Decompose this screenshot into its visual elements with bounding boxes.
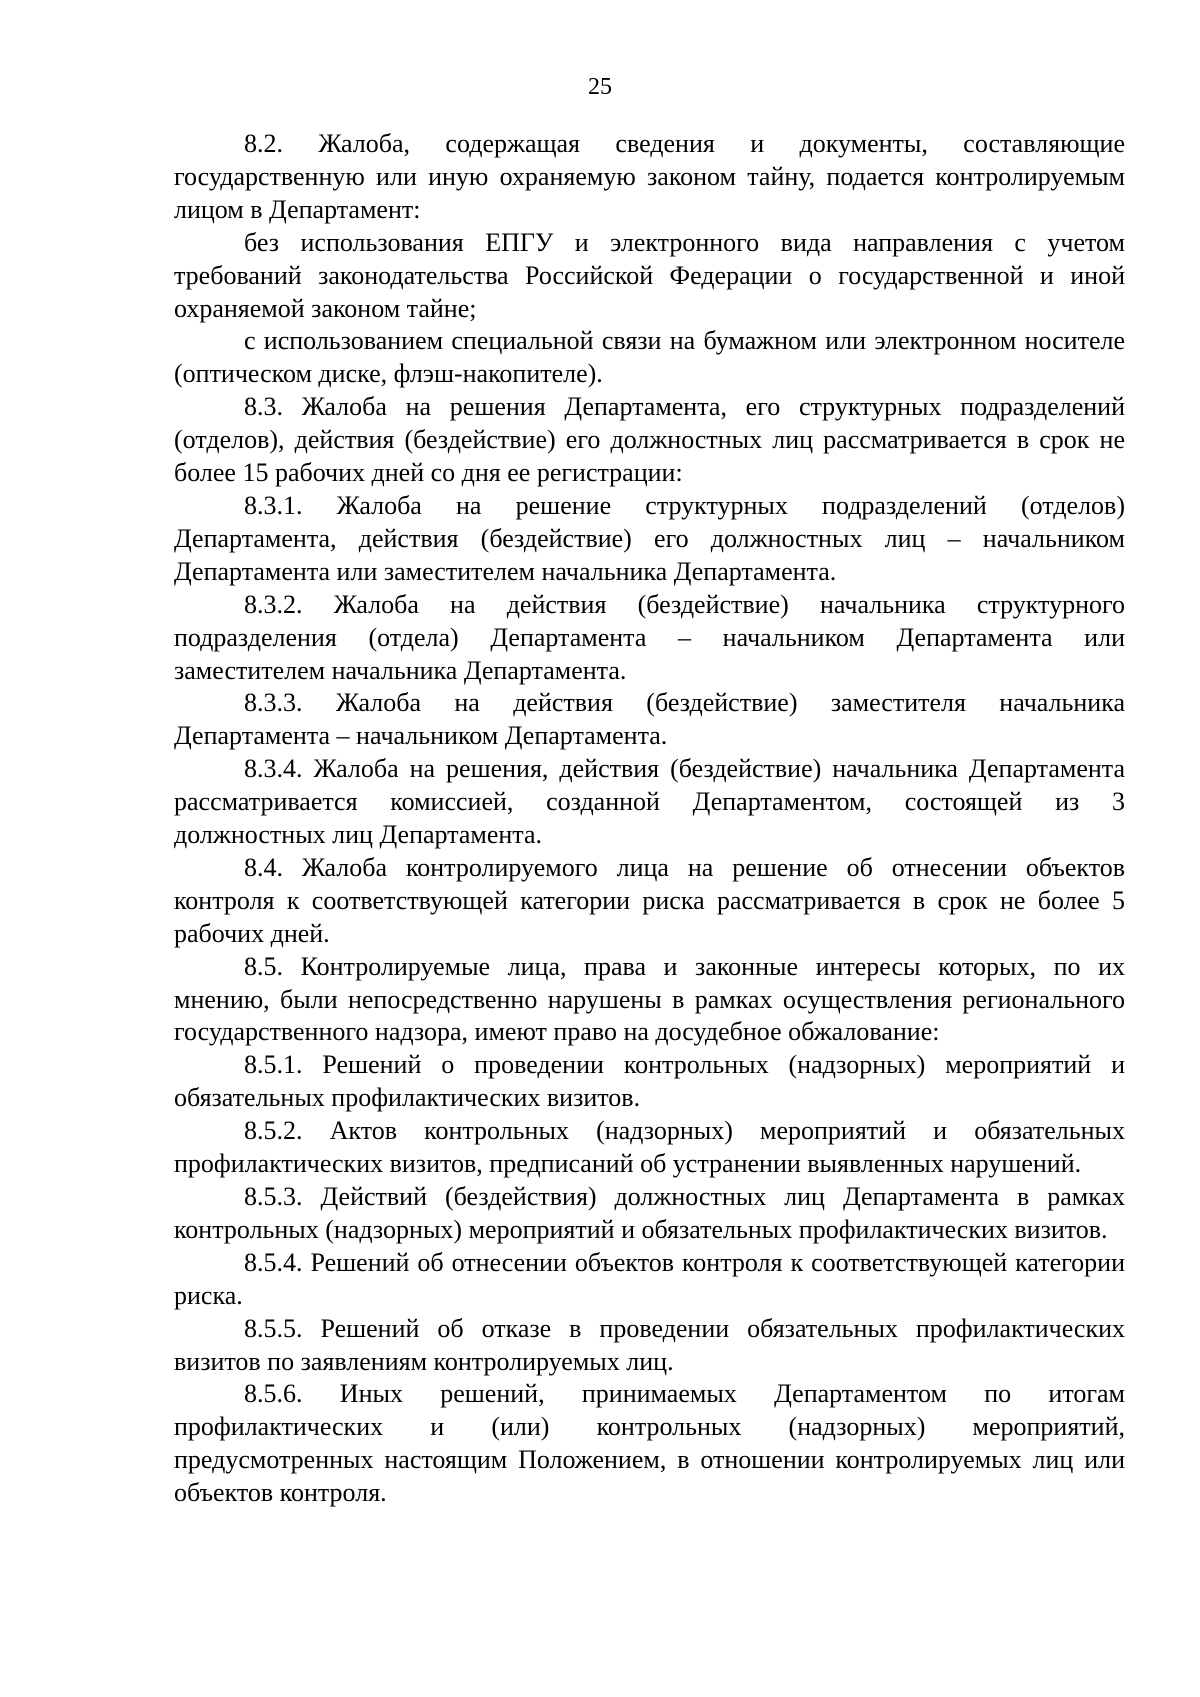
paragraph-8-5-5: 8.5.5. Решений об отказе в проведении обязательных профилактических визитов по заявлениям контролируемых лиц. (174, 1313, 1125, 1376)
paragraph-8-3: 8.3. Жалоба на решения Департамента, его структурных подразделений (отделов), действия (бездействие) его должностных лиц рассматривается в срок не более 15 рабочих дней со дня ее регистрации: (174, 392, 1125, 488)
paragraph-8-5-3: 8.5.3. Действий (бездействия) должностных лиц Департамента в рамках контрольных (надзорных) мероприятий и обязательных профилактических визитов. (174, 1182, 1125, 1244)
paragraph-8-3-3: 8.3.3. Жалоба на действия (бездействие) заместителя начальника Департамента – начальником Департамента. (174, 688, 1125, 751)
paragraph-8-4: 8.4. Жалоба контролируемого лица на решение об отнесении объектов контроля к соответствующей категории риска рассматривается в срок не более 5 рабочих дней. (174, 852, 1125, 948)
paragraph-8-3-2: 8.3.2. Жалоба на действия (бездействие) начальника структурного подразделения (отдела) Департамента – начальником Департамента или заместителем начальника Департамента. (174, 589, 1125, 685)
paragraph-8-3-1: 8.3.1. Жалоба на решение структурных подразделений (отделов) Департамента, действия (бездействие) его должностных лиц – начальником Департамента или заместителем начальника Департамента. (174, 490, 1125, 586)
paragraph-8-5-6: 8.5.6. Иных решений, принимаемых Департаментом по итогам профилактических и (или) контрольных (надзорных) мероприятий, предусмотренных настоящим Положением, в отношении контролируемых лиц или объектов контроля. (174, 1379, 1125, 1508)
page-number: 25 (588, 74, 612, 100)
paragraph-8-5-2: 8.5.2. Актов контрольных (надзорных) мероприятий и обязательных профилактических визитов, предписаний об устранении выявленных нарушений. (174, 1116, 1125, 1179)
paragraph-8-5-4: 8.5.4. Решений об отнесении объектов контроля к соответствующей категории риска. (174, 1247, 1125, 1310)
paragraph-8-5-1: 8.5.1. Решений о проведении контрольных (надзорных) мероприятий и обязательных профилактических визитов. (174, 1050, 1125, 1113)
paragraph-8-5: 8.5. Контролируемые лица, права и законные интересы которых, по их мнению, были непосредственно нарушены в рамках осуществления регионального государственного надзора, имеют право на досудебное обжалование: (174, 951, 1125, 1047)
paragraph-8-2: 8.2. Жалоба, содержащая сведения и документы, составляющие государственную или иную охраняемую законом тайну, подается контролируемым лицом в Департамент: (174, 129, 1125, 224)
paragraph-8-2-item-2: с использованием специальной связи на бумажном или электронном носителе (оптическом диске, флэш-накопителе). (174, 326, 1125, 389)
paragraph-8-3-4: 8.3.4. Жалоба на решения, действия (бездействие) начальника Департамента рассматривается комиссией, созданной Департаментом, состоящей из 3 должностных лиц Департамента. (174, 754, 1125, 850)
document-body (174, 128, 1125, 1510)
paragraph-8-2-item-1: без использования ЕПГУ и электронного вида направления с учетом требований законодательства Российской Федерации о государственной и иной охраняемой законом тайне; (174, 227, 1125, 323)
